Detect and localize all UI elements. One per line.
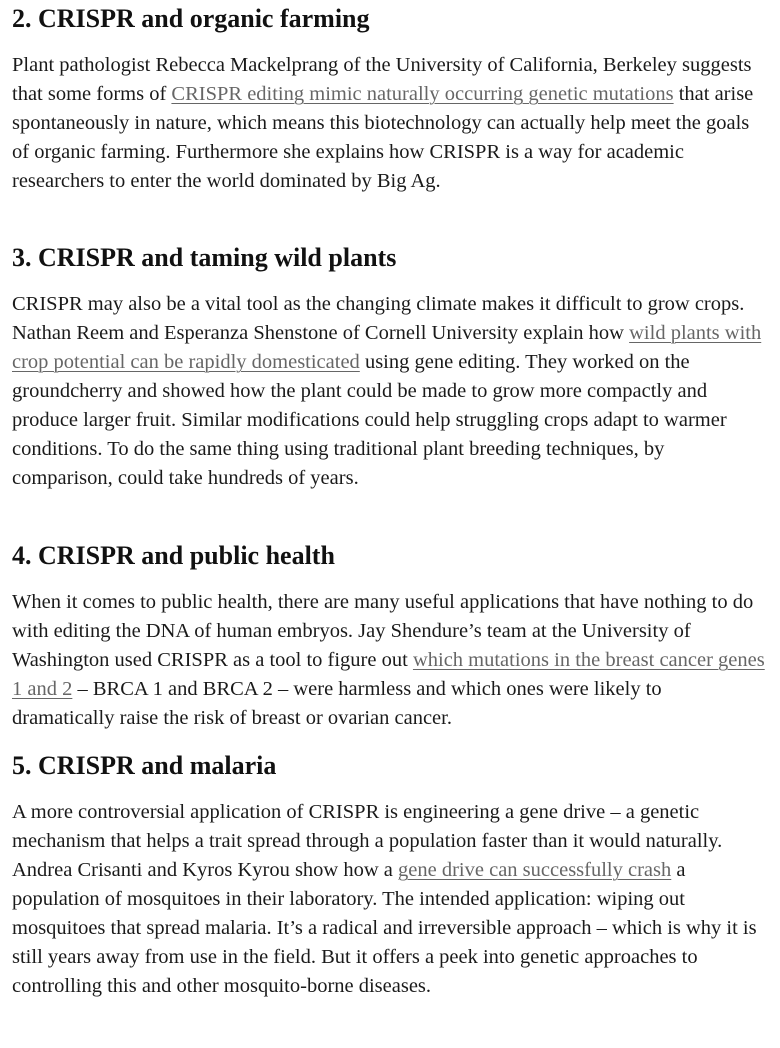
crispr-mutations-link[interactable]: CRISPR editing mimic naturally occurring genetic mutations [171,83,674,105]
section-organic-farming [12,2,768,196]
section-heading: 3. CRISPR and taming wild plants [12,243,397,272]
paragraph-text: Plant pathologist Rebecca Mackelprang of the University of California, Berkeley suggests that some forms of [12,54,752,105]
section-wild-plants [12,241,768,493]
paragraph-text: – BRCA 1 and BRCA 2 – were harmless and which ones were likely to dramatically raise the risk of breast or ovarian cancer. [12,678,662,729]
paragraph-text: that arise spontaneously in nature, which means this biotechnology can actually help meet the goals of organic farming. Furthermore she explains how CRISPR is a way for academic researchers to enter the world dominated by Big Ag. [12,83,754,192]
section-public-health [12,539,768,733]
section-heading: 5. CRISPR and malaria [12,751,277,780]
wild-plants-link[interactable]: wild plants with crop potential can be rapidly domesticated [12,322,762,373]
paragraph-text: using gene editing. They worked on the groundcherry and showed how the plant could be made to grow more compactly and produce larger fruit. Similar modifications could help struggling crops adapt to warmer conditions. To do the same thing using traditional plant breeding techniques, by comparison, could take hundreds of years. [12,351,727,489]
breast-cancer-genes-link[interactable]: which mutations in the breast cancer genes 1 and 2 [12,649,765,700]
section-heading: 4. CRISPR and public health [12,541,335,570]
section-paragraph [12,798,768,1001]
section-heading: 2. CRISPR and organic farming [12,4,370,33]
gene-drive-link[interactable]: gene drive can successfully crash [398,859,672,881]
section-paragraph [12,51,768,196]
section-paragraph [12,290,768,493]
paragraph-text: A more controversial application of CRISPR is engineering a gene drive – a genetic mechanism that helps a trait spread through a population faster than it would naturally. Andrea Crisanti and Kyros Kyrou show how a [12,801,723,881]
paragraph-text: a population of mosquitoes in their laboratory. The intended application: wiping out mosquitoes that spread malaria. It’s a radical and irreversible approach – which is why it is still years away from use in the field. But it offers a peek into genetic approaches to controlling this and other mosquito-borne diseases. [12,859,757,997]
paragraph-text: When it comes to public health, there are many useful applications that have nothing to do with editing the DNA of human embryos. Jay Shendure’s team at the University of Washington used CRISPR as a tool to figure out [12,591,754,671]
section-paragraph [12,588,768,733]
section-malaria [12,749,768,1001]
paragraph-text: CRISPR may also be a vital tool as the changing climate makes it difficult to grow crops. Nathan Reem and Esperanza Shenstone of Cornell University explain how [12,293,745,344]
